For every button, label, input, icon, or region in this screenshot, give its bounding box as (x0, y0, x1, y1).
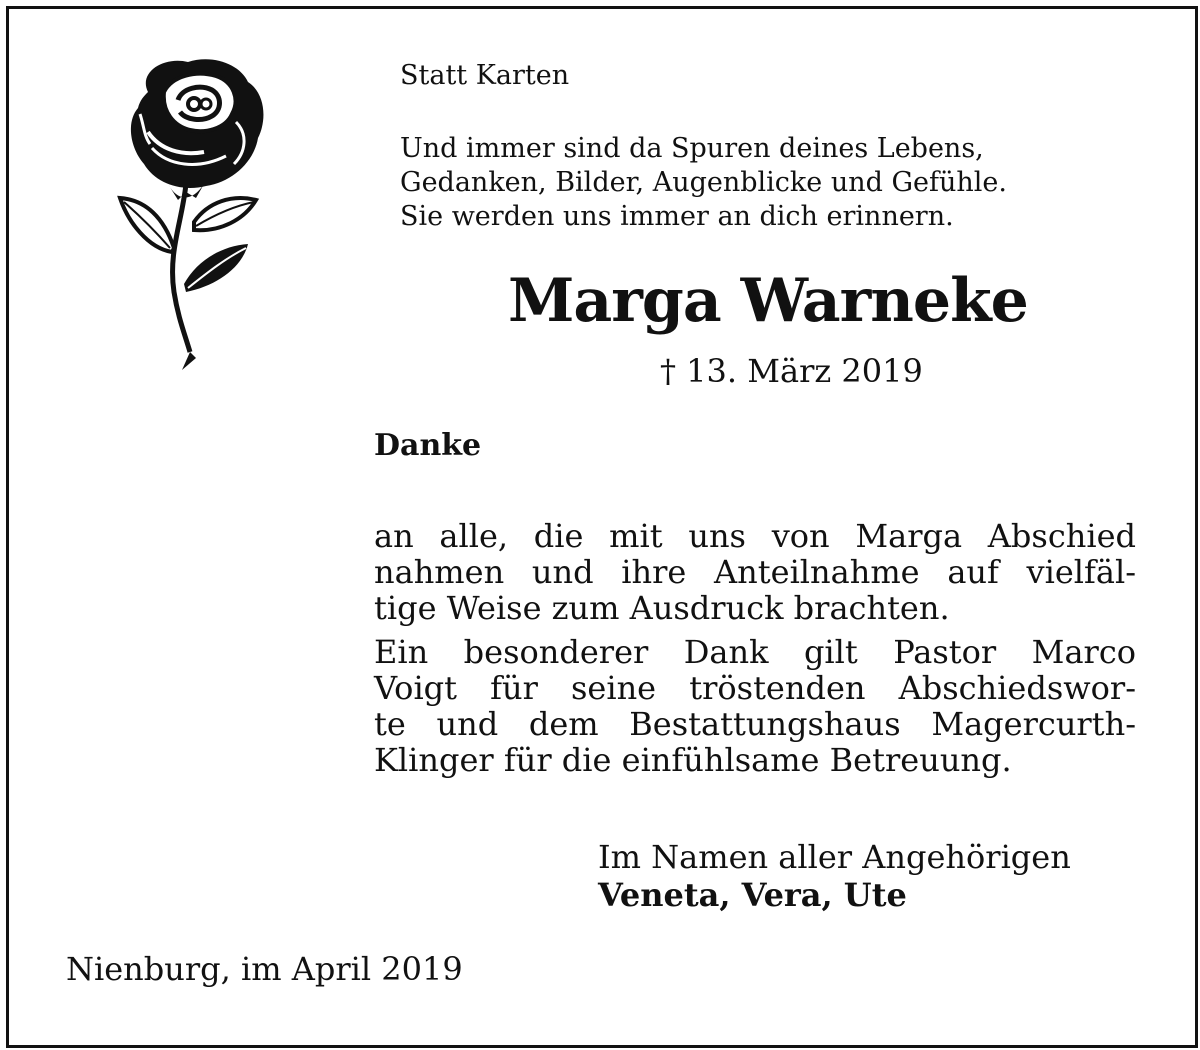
body-line: Voigt für seine tröstenden Abschiedswor- (374, 669, 1136, 707)
body-line: tige Weise zum Ausdruck brachten. (374, 589, 950, 627)
thanks-body (374, 518, 1136, 778)
body-line: te und dem Bestattungshaus Magercurth- (374, 705, 1136, 743)
signature-line: Im Namen aller Angehörigen (598, 838, 1071, 876)
thanks-paragraph (374, 634, 1136, 778)
poem-line: Und immer sind da Spuren deines Lebens, (400, 133, 984, 164)
body-line: an alle, die mit uns von Marga Abschied (374, 517, 1136, 555)
poem (400, 132, 1007, 234)
place-date: Nienburg, im April 2019 (66, 950, 463, 988)
death-date: † 13. März 2019 (660, 352, 923, 390)
statt-karten: Statt Karten (400, 60, 570, 91)
signature-names: Veneta, Vera, Ute (598, 876, 907, 914)
body-line: Klinger für die einfühlsame Betreuung. (374, 741, 1012, 779)
thanks-paragraph (374, 518, 1136, 626)
body-line: nahmen und ihre Anteilnahme auf vielfäl- (374, 553, 1136, 591)
signature (598, 838, 1071, 914)
poem-line: Gedanken, Bilder, Augenblicke und Gefühle. (400, 167, 1007, 198)
poem-line: Sie werden uns immer an dich erinnern. (400, 201, 954, 232)
thanks-heading: Danke (374, 428, 482, 463)
body-line: Ein besonderer Dank gilt Pastor Marco (374, 633, 1136, 671)
deceased-name: Marga Warneke (508, 266, 1028, 336)
